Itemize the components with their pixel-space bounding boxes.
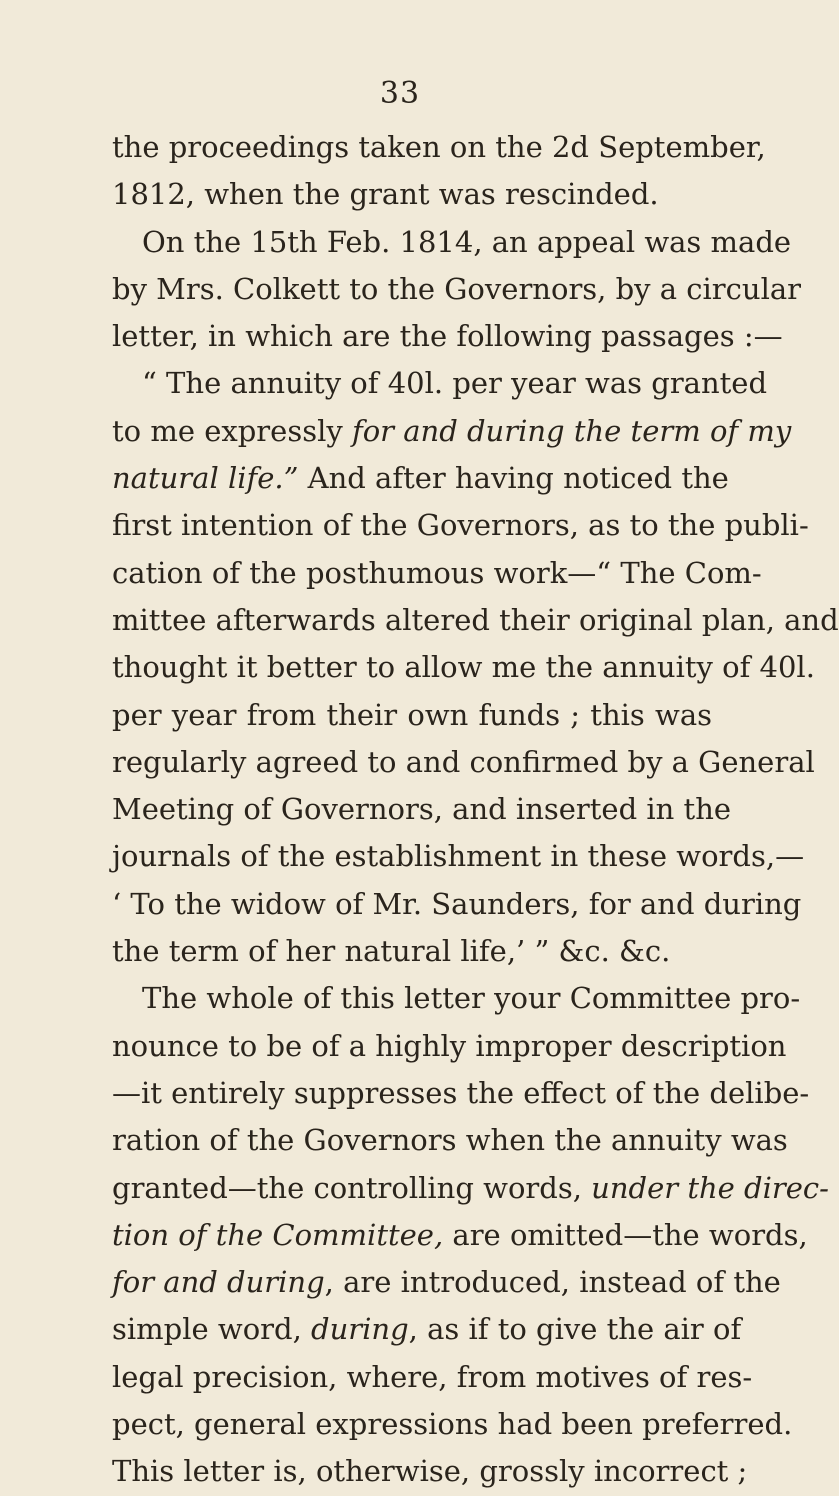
- text-line: The whole of this letter your Committee pro-: [142, 981, 801, 1016]
- text-line: Meeting of Governors, and inserted in the: [112, 792, 732, 827]
- text-line: nounce to be of a highly improper description: [112, 1028, 787, 1063]
- italic-phrase: natural life.”: [112, 461, 299, 496]
- text-line: cation of the posthumous work—“ The Com-: [112, 555, 762, 590]
- text-line: natural life.” And after having noticed the: [112, 461, 729, 496]
- text-line: letter, in which are the following passages :—: [112, 319, 783, 354]
- italic-phrase: under the direc-: [591, 1170, 829, 1205]
- italic-phrase: during: [311, 1312, 409, 1347]
- text-line: simple word, during, as if to give the air of: [112, 1312, 742, 1347]
- text-line: thought it better to allow me the annuity of 40l.: [112, 650, 815, 685]
- text-line: the term of her natural life,’ ” &c. &c.: [112, 934, 671, 969]
- text-line: granted—the controlling words, under the direc-: [112, 1170, 829, 1205]
- text-line: per year from their own funds ; this was: [112, 697, 712, 732]
- text-line: —it entirely suppresses the effect of the delibe-: [112, 1075, 810, 1110]
- italic-phrase: tion of the Committee,: [112, 1217, 444, 1252]
- text-line: by Mrs. Colkett to the Governors, by a circular: [112, 271, 802, 306]
- body-text: [112, 124, 839, 1496]
- text-line: mittee afterwards altered their original plan, and: [112, 602, 839, 637]
- text-line: journals of the establishment in these words,—: [112, 839, 805, 874]
- text-line: legal precision, where, from motives of res-: [112, 1359, 753, 1394]
- text-line: “ The annuity of 40l. per year was granted: [142, 366, 768, 401]
- text-line: ‘ To the widow of Mr. Saunders, for and during: [112, 886, 802, 921]
- text-line: This letter is, otherwise, grossly incorrect ;: [112, 1454, 748, 1489]
- text-line: On the 15th Feb. 1814, an appeal was made: [142, 224, 792, 259]
- text-line: pect, general expressions had been preferred.: [112, 1407, 793, 1442]
- italic-phrase: for and during: [112, 1265, 325, 1300]
- text-line: for and during, are introduced, instead of the: [112, 1265, 781, 1300]
- page-number: 33: [379, 76, 421, 111]
- text-line: first intention of the Governors, as to the publi-: [112, 508, 809, 543]
- text-line: regularly agreed to and confirmed by a General: [112, 744, 815, 779]
- text-line: 1812, when the grant was rescinded.: [112, 177, 659, 212]
- text-line: to me expressly for and during the term of my: [112, 413, 792, 448]
- text-line: ration of the Governors when the annuity was: [112, 1123, 788, 1158]
- text-line: the proceedings taken on the 2d September,: [112, 130, 766, 164]
- italic-phrase: for and during the term of my: [351, 413, 792, 448]
- text-line: tion of the Committee, are omitted—the words,: [112, 1217, 808, 1252]
